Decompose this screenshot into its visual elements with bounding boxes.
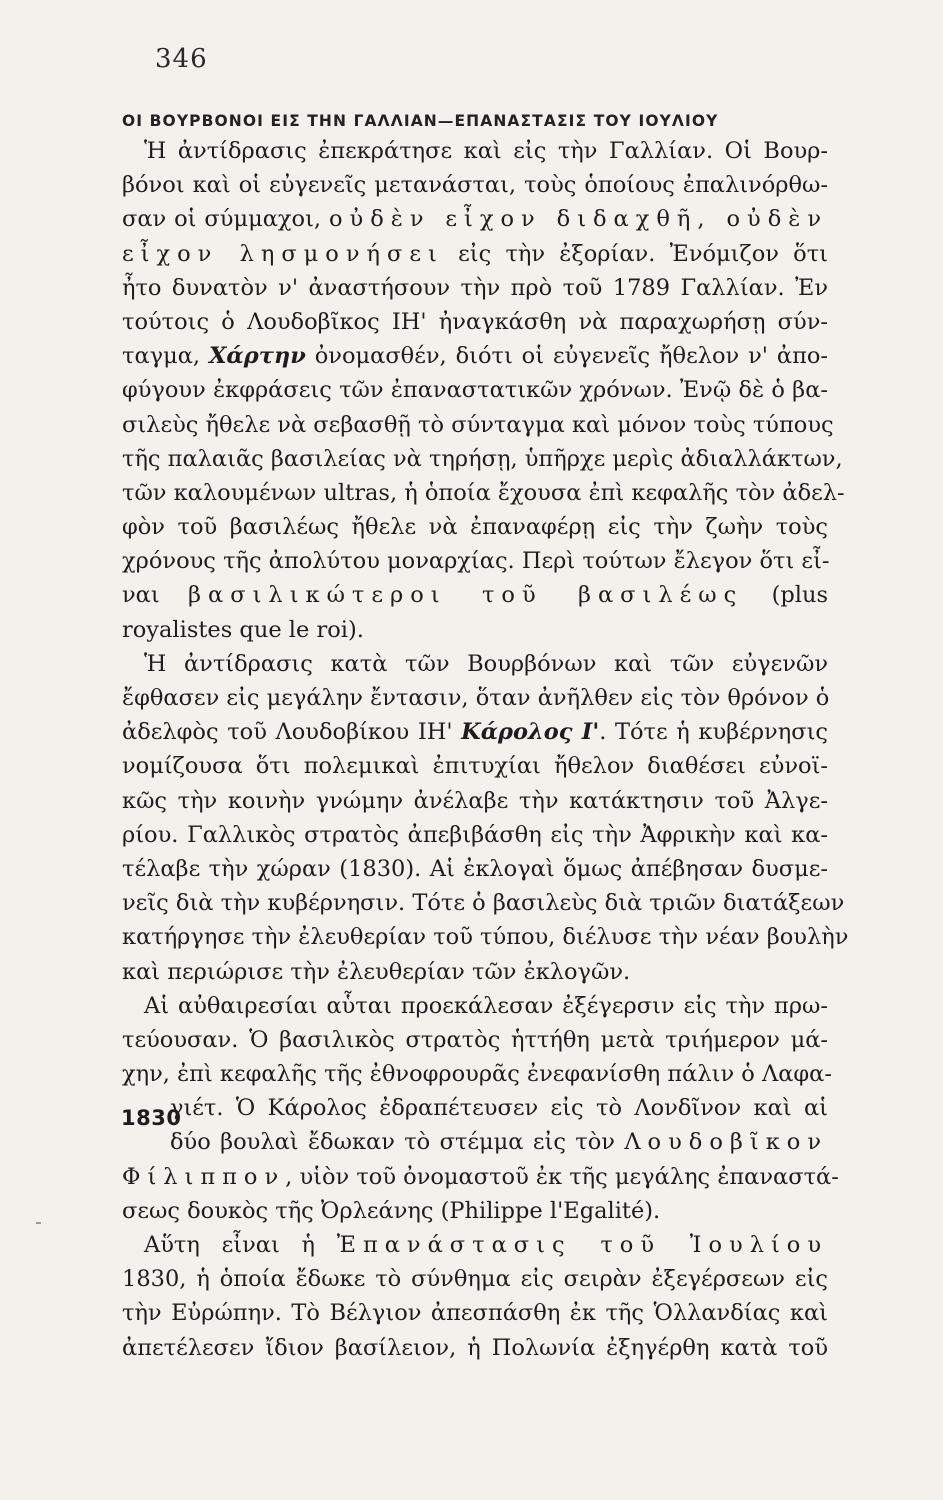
margin-date-note: 1830 [121,1106,182,1130]
page-number: 346 [155,44,208,74]
text-line: ἔφθασεν εἰς μεγάλην ἔντασιν, ὅταν ἀνῆλθεν εἰς τὸν θρόνον ὁ [122,685,830,711]
text-line: ἀπετέλεσεν ἴδιον βασίλειον, ἡ Πολωνία ἐξηγέρθη κατὰ τοῦ [122,1334,828,1361]
text-line: βόνοι καὶ οἱ εὐγενεῖς μετανάσται, τοὺς ὁποίους ἐπαλινόρθω- [122,172,828,199]
text-line: τὴν Εὐρώπην. Τὸ Βέλγιον ἀπεσπάσθη ἐκ τῆς Ὁλλανδίας καὶ [122,1300,828,1327]
bold-italic-emphasis: Κάρολος Ι' [461,719,600,746]
text-line: ἦτο δυνατὸν ν' ἀναστήσουν τὴν πρὸ τοῦ 1789 Γαλλίαν. Ἐν [122,274,828,301]
text-line: χρόνους τῆς ἀπολύτου μοναρχίας. Περὶ τούτων ἔλεγον ὅτι εἶ- [122,548,830,575]
text-line: φύγουν ἐκφράσεις τῶν ἐπαναστατικῶν χρόνων. Ἐνῷ δὲ ὁ βα- [122,377,828,404]
text-line: Ἡ ἀντίδρασις κατὰ τῶν Βουρβόνων καὶ τῶν εὐγενῶν [144,650,828,677]
text-line: κῶς τὴν κοινὴν γνώμην ἀνέλαβε τὴν κατάκτησιν τοῦ Ἀλγε- [122,787,828,814]
text-line: τῆς παλαιᾶς βασιλείας νὰ τηρήσῃ, ὑπῆρχε μερὶς ἀδιαλλάκτων, [122,445,843,472]
text-line: σιλεὺς ἤθελε νὰ σεβασθῇ τὸ σύνταγμα καὶ μόνον τοὺς τύπους [122,411,834,438]
spaced-emphasis: εἶχον λησμονήσει [122,240,444,267]
running-head: ΟΙ ΒΟΥΡΒΟΝΟΙ ΕΙΣ ΤΗΝ ΓΑΛΛΙΑΝ—ΕΠΑΝΑΣΤΑΣΙΣ ΤΟΥ ΙΟΥΛΙΟΥ [122,112,719,130]
text-line: δύο βουλαὶ ἔδωκαν τὸ στέμμα εἰς τὸν Λουδοβῖκον [170,1129,828,1156]
text-line: τῶν καλουμένων ultras, ἡ ὁποία ἔχουσα ἐπὶ κεφαλῆς τὸν ἀδελ- [122,479,845,506]
text-line: τεύουσαν. Ὁ βασιλικὸς στρατὸς ἡττήθη μετὰ τριήμερον μά- [122,1026,828,1053]
text-line: ταγμα, Χάρτην ὀνομασθέν, διότι οἱ εὐγενεῖς ἤθελον ν' ἀπο- [122,343,829,370]
text-line: royalistes que le roi). [122,616,364,643]
text-line: σαν οἱ σύμμαχοι, οὐδὲν εἶχον διδαχθῆ, οὐδὲν [122,206,829,233]
body-text [122,134,849,1365]
text-line: φὸν τοῦ βασιλέως ἤθελε νὰ ἐπαναφέρῃ εἰς τὴν ζωὴν τοὺς [122,514,828,541]
text-line: νομίζουσα ὅτι πολεμικαὶ ἐπιτυχίαι ἤθελον διαθέσει εὐνοϊ- [122,753,828,780]
text-line: Φίλιππον, υἱὸν τοῦ ὀνομαστοῦ ἐκ τῆς μεγάλης ἐπαναστά- [122,1163,839,1190]
bold-italic-emphasis: Χάρτην [208,343,306,370]
text-line: σεως δουκὸς τῆς Ὀρλεάνης (Philippe l'Egalité). [122,1197,661,1224]
text-line: νεῖς διὰ τὴν κυβέρνησιν. Τότε ὁ βασιλεὺς διὰ τριῶν διατάξεων [122,890,845,917]
text-line: τούτοις ὁ Λουδοβῖκος ΙΗ' ἠναγκάσθη νὰ παραχωρήσῃ σύν- [122,308,828,335]
text-line: ἀδελφὸς τοῦ Λουδοβίκου ΙΗ' Κάρολος Ι'. Τότε ἡ κυβέρνησις [122,719,828,746]
text-line: ναι βασιλικώτεροι τοῦ βασιλέως (plus [122,582,828,609]
text-line: Ἡ ἀντίδρασις ἐπεκράτησε καὶ εἰς τὴν Γαλλίαν. Οἱ Βουρ- [144,138,828,164]
spaced-emphasis: βασιλικώτεροι τοῦ βασιλέως [188,582,744,609]
spaced-emphasis: Ἐπανάστασις τοῦ Ἰουλίου [336,1232,828,1258]
text-line: χην, ἐπὶ κεφαλῆς τῆς ἐθνοφρουρᾶς ἐνεφανίσθη πάλιν ὁ Λαφα- [122,1061,832,1088]
spaced-emphasis: οὐδὲν εἶχον διδαχθῆ, οὐδὲν [328,206,829,233]
text-line: τέλαβε τὴν χώραν (1830). Αἱ ἐκλογαὶ ὅμως ἀπέβησαν δυσμε- [122,855,828,882]
scan-speck [36,1222,41,1224]
text-line: καὶ περιώρισε τὴν ἐλευθερίαν τῶν ἐκλογῶν. [122,958,631,985]
text-line: κατήργησε τὴν ἐλευθερίαν τοῦ τύπου, διέλυσε τὴν νέαν βουλὴν [122,924,849,951]
text-line: Αὕτη εἶναι ἡ Ἐπανάστασις τοῦ Ἰουλίου [144,1232,828,1258]
spaced-emphasis: Φίλιππον [122,1163,286,1190]
text-line: ρίου. Γαλλικὸς στρατὸς ἀπεβιβάσθη εἰς τὴν Ἀφρικὴν καὶ κα- [122,821,828,848]
text-line: 1830, ἡ ὁποία ἔδωκε τὸ σύνθημα εἰς σειρὰν ἐξεγέρσεων εἰς [122,1266,828,1293]
text-line: εἶχον λησμονήσει εἰς τὴν ἐξορίαν. Ἐνόμιζον ὅτι [122,240,828,267]
spaced-emphasis: Λουδοβῖκον [624,1129,828,1156]
text-line: Αἱ αὐθαιρεσίαι αὗται προεκάλεσαν ἐξέγερσιν εἰς τὴν πρω- [144,992,828,1019]
text-line: γιέτ. Ὁ Κάρολος ἐδραπέτευσεν εἰς τὸ Λονδῖνον καὶ αἱ [170,1095,828,1122]
